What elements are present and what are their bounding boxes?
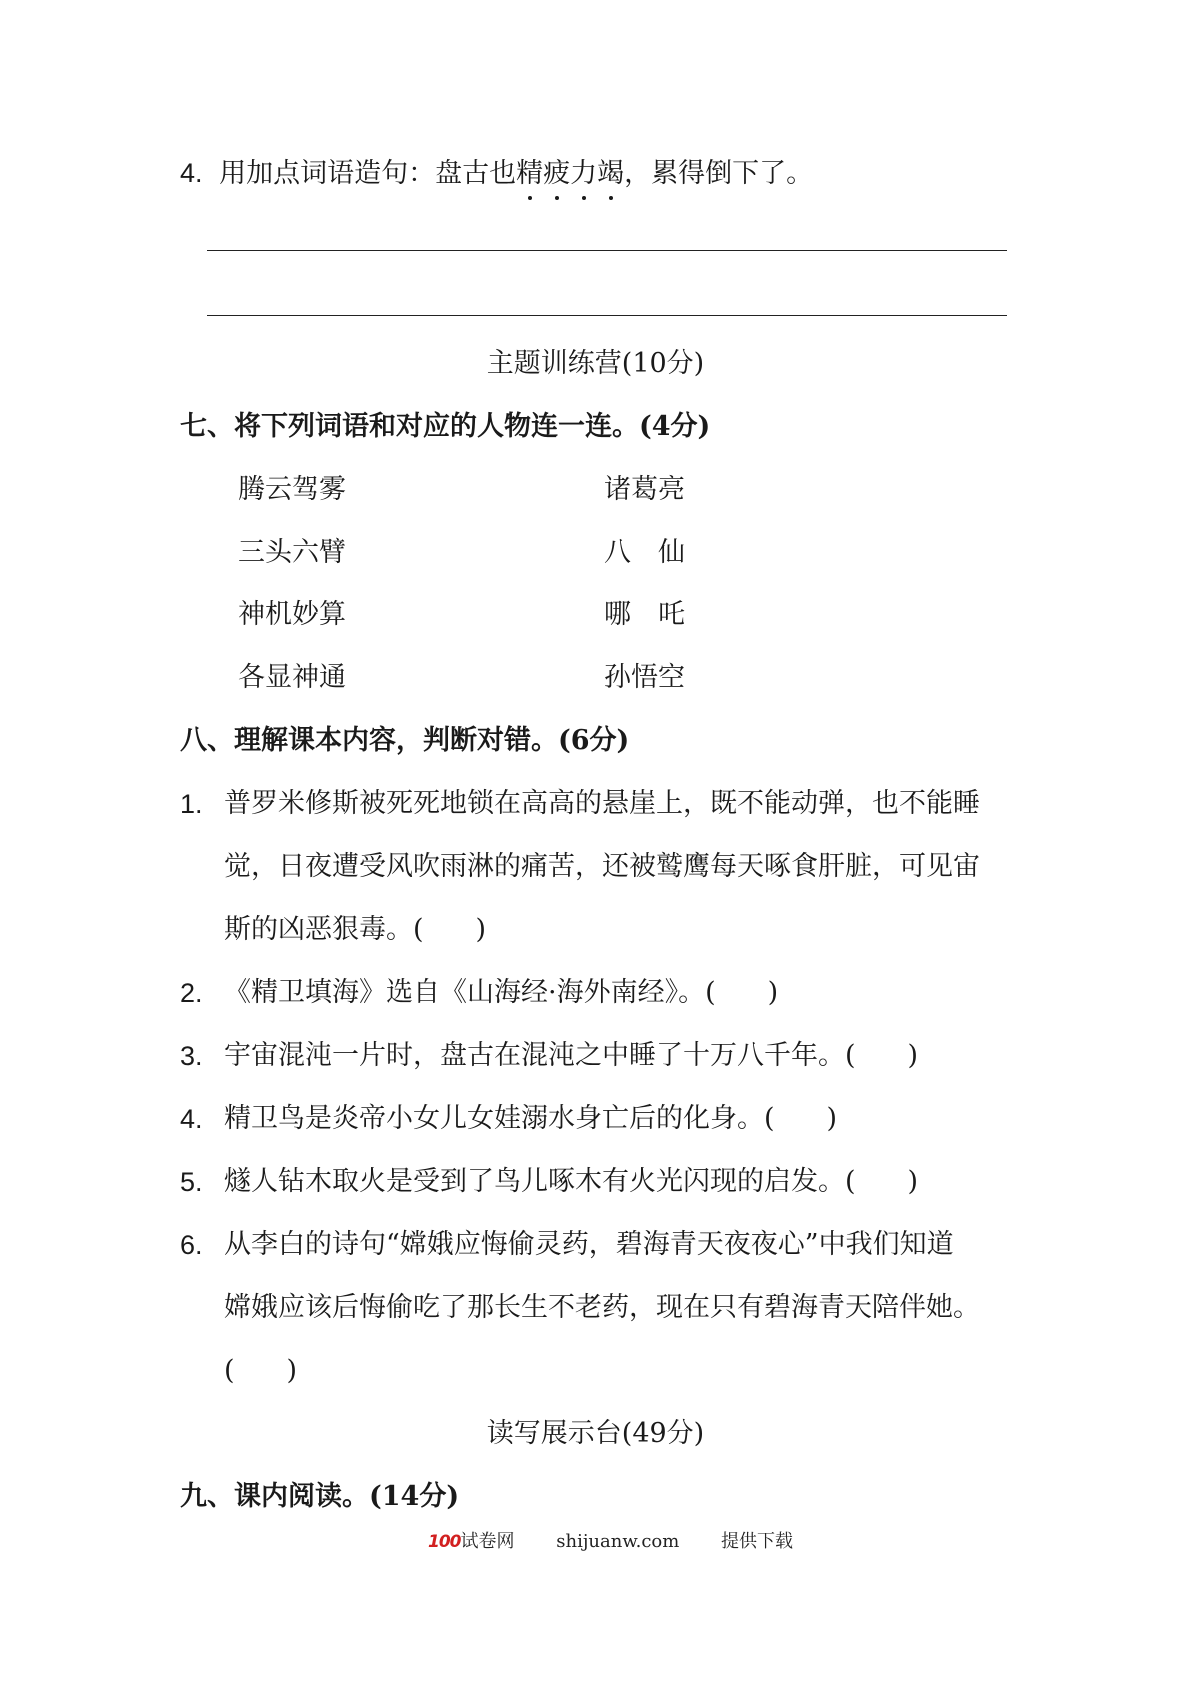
q7-left-item[interactable]: 神机妙算 <box>238 599 346 630</box>
close-paren: ) <box>767 977 779 1008</box>
q7-right-item[interactable]: 八 仙 <box>604 537 685 568</box>
q8-item-text-last <box>224 1353 297 1389</box>
q8-item-text-last <box>224 912 486 948</box>
q8-item-text: 从李白的诗句“嫦娥应悔偷灵药，碧海青天夜夜心”中我们知道 <box>224 1229 954 1260</box>
q8-item-text: 精卫鸟是炎帝小女儿女娃溺水身亡后的化身。( <box>224 1103 775 1134</box>
q8-item-number: 3. <box>180 1041 203 1071</box>
q4-suffix: ，累得倒下了。 <box>624 158 814 189</box>
footer <box>428 1530 793 1554</box>
q8-item-text: 宇宙混沌一片时，盘古在混沌之中睡了十万八千年。( <box>224 1040 856 1071</box>
answer-line-1[interactable] <box>207 250 1007 251</box>
q7-left-item[interactable]: 腾云驾雾 <box>238 474 346 505</box>
dotted-char: 竭 <box>597 156 624 192</box>
q8-item-number: 5. <box>180 1167 203 1197</box>
q8-item-text: 燧人钻木取火是受到了鸟儿啄木有火光闪现的启发。( <box>224 1166 856 1197</box>
q7-title: 七、将下列词语和对应的人物连一连。(4分) <box>180 411 711 442</box>
q8-item-text: 斯的凶恶狠毒。( <box>224 914 424 945</box>
close-paren: ) <box>475 914 487 945</box>
answer-line-2[interactable] <box>207 315 1007 316</box>
section-title-reading: 读写展示台(49分) <box>486 1418 705 1449</box>
q7-left-item[interactable]: 三头六臂 <box>238 537 346 568</box>
q8-item-text-last <box>224 975 778 1011</box>
close-paren: ) <box>826 1103 838 1134</box>
q8-item-text-last <box>224 1164 918 1200</box>
close-paren: ) <box>907 1040 919 1071</box>
q8-title: 八、理解课本内容，判断对错。(6分) <box>180 725 630 756</box>
q8-item-text: 觉，日夜遭受风吹雨淋的痛苦，还被鹫鹰每天啄食肝脏，可见宙 <box>224 851 980 882</box>
q7-right-item[interactable]: 孙悟空 <box>604 662 685 693</box>
footer-domain[interactable]: shijuanw.com <box>556 1531 680 1552</box>
section-title-theme: 主题训练营(10分) <box>486 348 705 379</box>
site-logo-icon: 100 <box>428 1532 461 1552</box>
q8-item-number: 4. <box>180 1104 203 1134</box>
q4-dotted-word <box>516 158 624 189</box>
close-paren: ) <box>286 1355 298 1386</box>
dotted-char: 精 <box>516 156 543 192</box>
footer-note: 提供下载 <box>721 1531 794 1552</box>
q8-item-text: 嫦娥应该后悔偷吃了那长生不老药，现在只有碧海青天陪伴她。 <box>224 1292 980 1323</box>
q7-left-item[interactable]: 各显神通 <box>238 662 346 693</box>
dotted-char: 力 <box>570 156 597 192</box>
q8-item-text: 普罗米修斯被死死地锁在高高的悬崖上，既不能动弹，也不能睡 <box>224 788 980 819</box>
close-paren: ) <box>907 1166 919 1197</box>
q8-item-text-last <box>224 1038 918 1074</box>
q8-item-text-last <box>224 1101 837 1137</box>
footer-site-name: 试卷网 <box>460 1531 515 1552</box>
q7-right-item[interactable]: 诸葛亮 <box>604 474 685 505</box>
q4-prefix: 用加点词语造句：盘古也 <box>219 158 517 189</box>
q8-item-number: 2. <box>180 978 203 1008</box>
q9-title: 九、课内阅读。(14分) <box>180 1481 460 1512</box>
q4-number: 4. <box>180 158 203 188</box>
q8-item-number: 1. <box>180 789 203 819</box>
q8-item-text: ( <box>224 1355 235 1386</box>
q7-right-item[interactable]: 哪 吒 <box>604 599 685 630</box>
q8-item-number: 6. <box>180 1230 203 1260</box>
q4-line <box>180 155 813 192</box>
q8-item-text: 《精卫填海》选自《山海经·海外南经》。( <box>224 977 716 1008</box>
dotted-char: 疲 <box>543 156 570 192</box>
